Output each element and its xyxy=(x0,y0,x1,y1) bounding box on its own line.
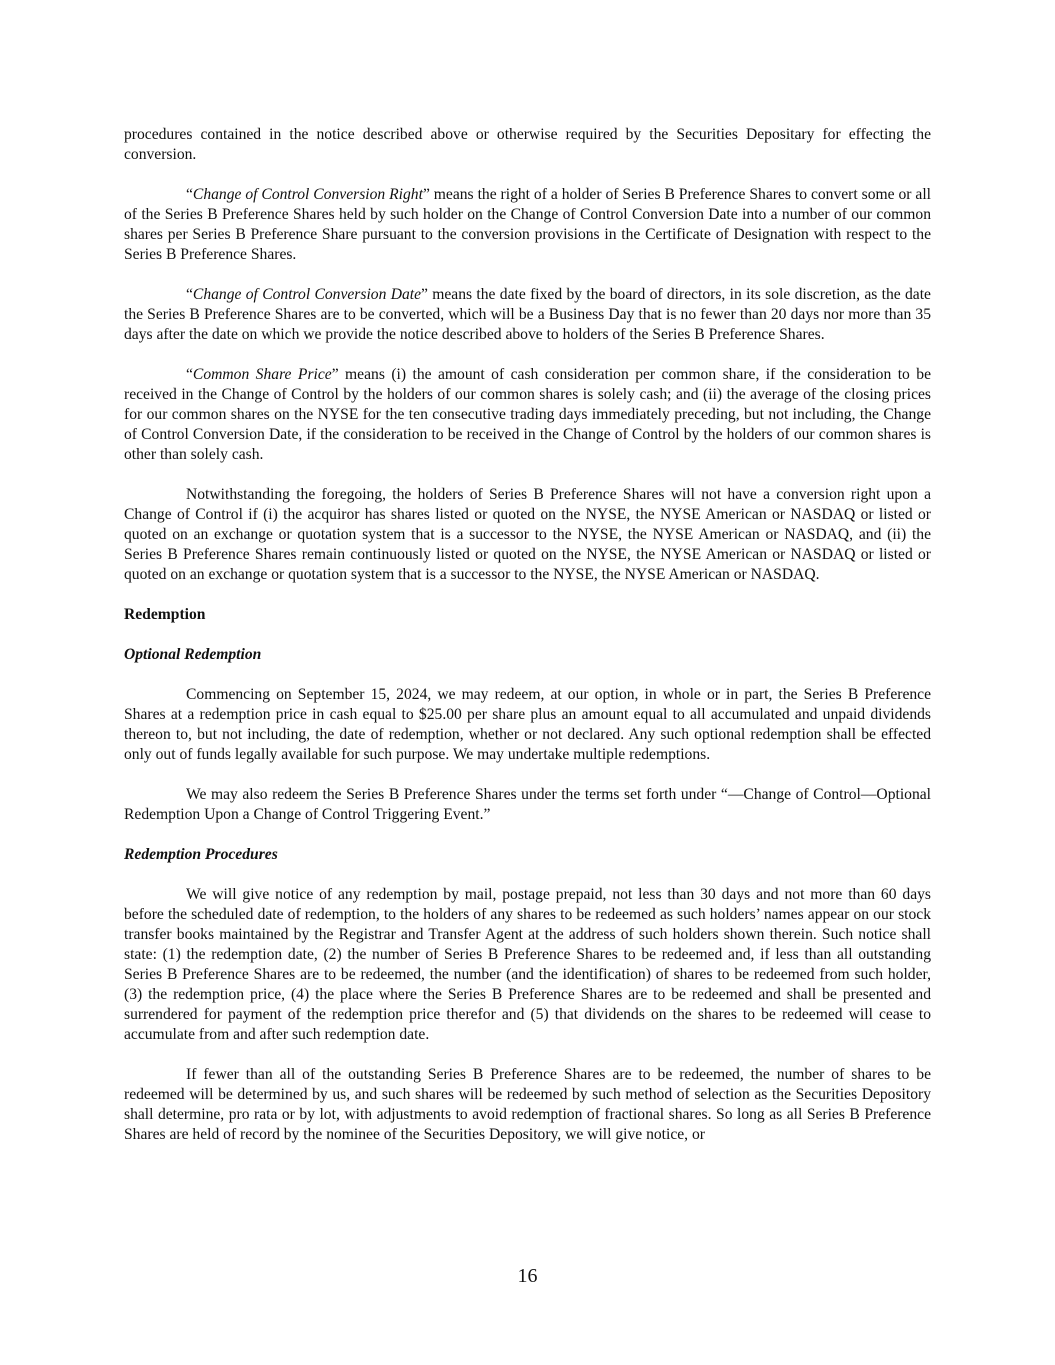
paragraph-partial-redemption: If fewer than all of the outstanding Series B Preference Shares are to be redeemed, the number of shares to be redeemed will be determined by us, and such shares will be redeemed by such method of selection as the Securities Depository shall determine, pro rata or by lot, with adjustments to avoid redemption of fractional shares. So long as all Series B Preference Shares are held of record by the nominee of the Securities Depository, we will give notice, or xyxy=(124,1066,931,1143)
paragraph-definition-conversion-right xyxy=(124,185,931,265)
defined-term-conversion-right: Change of Control Conversion Right xyxy=(192,186,423,203)
defined-term-common-share-price: Common Share Price xyxy=(192,366,332,383)
paragraph-definition-common-share-price xyxy=(124,365,931,465)
open-quote: “ xyxy=(186,186,193,203)
definition-text: ” means (i) the amount of cash consideration per common share, if the consideration to be received in the Change of Control by the holders of our common shares is solely cash; and (ii) the average of the closing prices for our common shares on the NYSE for the ten consecutive trading days immediately preceding, but not including, the Change of Control Conversion Date, if the consideration to be received in the Change of Control by the holders of our common shares is other than solely cash. xyxy=(124,366,931,463)
definition-text: ” means the date fixed by the board of directors, in its sole discretion, as the date the Series B Preference Shares are to be converted, which will be a Business Day that is no fewer than 20 days nor more than 35 days after the date on which we provide the notice described above to holders of the Series B Preference Shares. xyxy=(124,286,931,343)
page-number: 16 xyxy=(517,1265,538,1287)
open-quote: “ xyxy=(186,286,193,303)
definition-text: ” means the right of a holder of Series B Preference Shares to convert some or all of the Series B Preference Shares held by such holder on the Change of Control Conversion Date into a number of our common shares per Series B Preference Share pursuant to the conversion provisions in the Certificate of Designation with respect to the Series B Preference Shares. xyxy=(124,186,931,263)
open-quote: “ xyxy=(186,366,193,383)
defined-term-conversion-date: Change of Control Conversion Date xyxy=(192,286,422,303)
paragraph-optional-redemption: Commencing on September 15, 2024, we may redeem, at our option, in whole or in part, the Series B Preference Shares at a redemption price in cash equal to $25.00 per share plus an amount equal to all accumulated and unpaid dividends thereon to, but not including, the date of redemption, whether or not declared. Any such optional redemption shall be effected only out of funds legally available for such purpose. We may undertake multiple redemptions. xyxy=(124,686,931,763)
paragraph-definition-conversion-date xyxy=(124,285,931,345)
paragraph-notwithstanding: Notwithstanding the foregoing, the holders of Series B Preference Shares will not have a conversion right upon a Change of Control if (i) the acquiror has shares listed or quoted on the NYSE, the NYSE American or NASDAQ or listed or quoted on an exchange or quotation system that is a successor to the NYSE, the NYSE American or NASDAQ, and (ii) the Series B Preference Shares remain continuously listed or quoted on the NYSE, the NYSE American or NASDAQ or listed or quoted on an exchange or quotation system that is a successor to the NYSE, the NYSE American or NASDAQ. xyxy=(124,486,931,583)
subheading-redemption-procedures: Redemption Procedures xyxy=(124,846,278,863)
document-page xyxy=(124,125,931,1165)
paragraph-conversion-procedures: procedures contained in the notice described above or otherwise required by the Securities Depositary for effecting the conversion. xyxy=(124,126,931,163)
subheading-optional-redemption: Optional Redemption xyxy=(124,646,262,663)
section-heading-redemption: Redemption xyxy=(124,606,206,623)
paragraph-change-of-control-reference: We may also redeem the Series B Preference Shares under the terms set forth under “—Change of Control—Optional Redemption Upon a Change of Control Triggering Event.” xyxy=(124,786,931,823)
paragraph-redemption-notice: We will give notice of any redemption by mail, postage prepaid, not less than 30 days and not more than 60 days before the scheduled date of redemption, to the holders of any shares to be redeemed as such holders’ names appear on our stock transfer books maintained by the Registrar and Transfer Agent at the address of such holders shown therein. Such notice shall state: (1) the redemption date, (2) the number of Series B Preference Shares to be redeemed and, if less than all outstanding Series B Preference Shares are to be redeemed, the number (and the identification) of shares to be redeemed from such holder, (3) the redemption price, (4) the place where the Series B Preference Shares are to be redeemed and shall be presented and surrendered for payment of the redemption price therefor and (5) that dividends on the shares to be redeemed will cease to accumulate from and after such redemption date. xyxy=(124,886,931,1043)
